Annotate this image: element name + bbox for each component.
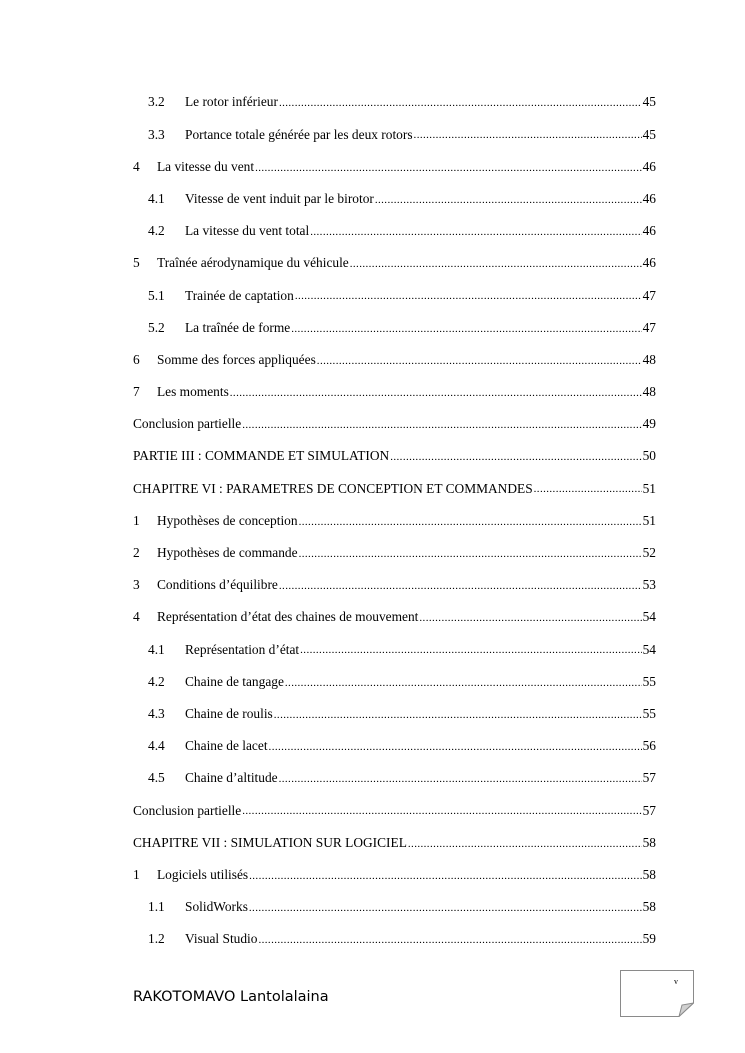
toc-entry-page: 47 <box>642 287 656 303</box>
toc-entry-page: 54 <box>642 609 656 625</box>
toc-entry[interactable] <box>133 794 656 826</box>
toc-dot-leader <box>279 774 642 794</box>
toc-entry-number: 4.1 <box>148 190 165 206</box>
footer-author: RAKOTOMAVO Lantolalaina <box>133 989 329 1005</box>
toc-entry[interactable] <box>133 311 656 343</box>
toc-entry-number: 5.1 <box>148 287 165 303</box>
toc-dot-leader <box>317 356 642 376</box>
toc-entry-title: La vitesse du vent total <box>185 223 310 239</box>
toc-entry-number: 4.5 <box>148 770 165 786</box>
toc-entry-page: 58 <box>642 866 656 882</box>
toc-entry-number: 4.2 <box>148 223 165 239</box>
toc-entry-page: 54 <box>642 641 656 657</box>
toc-entry[interactable] <box>133 537 656 569</box>
toc-dot-leader <box>242 806 641 826</box>
toc-entry[interactable] <box>133 408 656 440</box>
toc-entry-title: CHAPITRE VI : PARAMETRES DE CONCEPTION ET COMMANDES <box>133 480 533 496</box>
toc-entry-number: 3 <box>133 577 140 593</box>
toc-dot-leader <box>390 452 641 472</box>
toc-entry[interactable] <box>133 569 656 601</box>
toc-entry[interactable] <box>133 86 656 118</box>
table-of-contents <box>133 86 656 955</box>
toc-entry-title: Chaine de tangage <box>185 673 284 689</box>
page-number-box <box>620 970 694 1017</box>
toc-entry-number: 7 <box>133 384 140 400</box>
toc-dot-leader <box>274 710 642 730</box>
toc-entry-page: 57 <box>642 770 656 786</box>
toc-dot-leader <box>249 871 641 891</box>
toc-entry-page: 46 <box>642 190 656 206</box>
toc-entry[interactable] <box>133 183 656 215</box>
toc-entry[interactable] <box>133 891 656 923</box>
toc-entry-page: 59 <box>642 931 656 947</box>
toc-entry-title: Chaine de lacet <box>185 738 268 754</box>
toc-dot-leader <box>269 742 642 762</box>
toc-entry-number: 5.2 <box>148 319 165 335</box>
toc-entry-number: 4.2 <box>148 673 165 689</box>
toc-entry[interactable] <box>133 118 656 150</box>
toc-entry[interactable] <box>133 344 656 376</box>
toc-entry-page: 58 <box>642 899 656 915</box>
toc-dot-leader <box>375 195 642 215</box>
toc-entry-number: 5 <box>133 255 140 271</box>
toc-entry[interactable] <box>133 376 656 408</box>
toc-entry-page: 51 <box>642 512 656 528</box>
toc-entry[interactable] <box>133 730 656 762</box>
toc-dot-leader <box>295 291 642 311</box>
toc-entry[interactable] <box>133 215 656 247</box>
toc-entry[interactable] <box>133 698 656 730</box>
toc-entry[interactable] <box>133 504 656 536</box>
toc-entry-title: Visual Studio <box>185 931 258 947</box>
toc-entry[interactable] <box>133 633 656 665</box>
toc-entry-title: Représentation d’état <box>185 641 300 657</box>
toc-entry-number: 1 <box>133 866 140 882</box>
toc-entry-page: 57 <box>642 802 656 818</box>
toc-entry-title: Vitesse de vent induit par le birotor <box>185 190 374 206</box>
toc-entry-number: 3.2 <box>148 94 165 110</box>
toc-entry-page: 56 <box>642 738 656 754</box>
toc-dot-leader <box>258 935 641 955</box>
toc-dot-leader <box>408 839 642 859</box>
toc-entry-title: Conclusion partielle <box>133 802 242 818</box>
toc-entry-number: 4 <box>133 158 140 174</box>
toc-entry-title: Les moments <box>157 384 229 400</box>
toc-entry-page: 46 <box>642 158 656 174</box>
toc-dot-leader <box>419 613 641 633</box>
toc-dot-leader <box>279 581 642 601</box>
toc-entry-number: 1.2 <box>148 931 165 947</box>
toc-entry[interactable] <box>133 665 656 697</box>
toc-entry-page: 50 <box>642 448 656 464</box>
toc-entry[interactable] <box>133 440 656 472</box>
toc-dot-leader <box>279 98 642 118</box>
folded-corner-page-icon <box>620 970 694 1017</box>
toc-entry-number: 1.1 <box>148 899 165 915</box>
toc-dot-leader <box>255 163 642 183</box>
toc-entry-title: Trainée de captation <box>185 287 294 303</box>
toc-entry-number: 1 <box>133 512 140 528</box>
toc-entry-title: Hypothèses de conception <box>157 512 298 528</box>
toc-entry-page: 45 <box>642 94 656 110</box>
toc-entry-title: Chaine de roulis <box>185 705 273 721</box>
toc-entry-number: 6 <box>133 351 140 367</box>
toc-entry-page: 58 <box>642 834 656 850</box>
toc-entry-title: PARTIE III : COMMANDE ET SIMULATION <box>133 448 390 464</box>
toc-dot-leader <box>350 259 642 279</box>
toc-entry-number: 2 <box>133 545 140 561</box>
toc-entry[interactable] <box>133 859 656 891</box>
toc-entry-title: Le rotor inférieur <box>185 94 278 110</box>
toc-entry-page: 53 <box>642 577 656 593</box>
toc-entry[interactable] <box>133 762 656 794</box>
toc-entry-title: Conclusion partielle <box>133 416 242 432</box>
toc-dot-leader <box>414 130 642 150</box>
toc-entry-page: 47 <box>642 319 656 335</box>
toc-dot-leader <box>285 678 642 698</box>
toc-entry[interactable] <box>133 247 656 279</box>
toc-entry-number: 4 <box>133 609 140 625</box>
toc-entry-page: 52 <box>642 545 656 561</box>
toc-dot-leader <box>300 645 641 665</box>
toc-entry-title: Portance totale générée par les deux rotors <box>185 126 413 142</box>
toc-entry-number: 3.3 <box>148 126 165 142</box>
toc-dot-leader <box>310 227 641 247</box>
page-number: v <box>674 977 678 986</box>
toc-entry[interactable] <box>133 150 656 182</box>
toc-entry-page: 46 <box>642 223 656 239</box>
toc-entry-page: 48 <box>642 351 656 367</box>
toc-entry-page: 45 <box>642 126 656 142</box>
toc-dot-leader <box>242 420 641 440</box>
toc-entry[interactable] <box>133 279 656 311</box>
toc-entry-title: La vitesse du vent <box>157 158 255 174</box>
toc-entry-title: Représentation d’état des chaines de mouvement <box>157 609 419 625</box>
toc-entry-page: 48 <box>642 384 656 400</box>
toc-entry-number: 4.1 <box>148 641 165 657</box>
toc-entry-page: 51 <box>642 480 656 496</box>
toc-entry-number: 4.4 <box>148 738 165 754</box>
toc-entry[interactable] <box>133 472 656 504</box>
toc-dot-leader <box>249 903 642 923</box>
toc-entry-title: Chaine d’altitude <box>185 770 278 786</box>
toc-dot-leader <box>230 388 642 408</box>
toc-entry[interactable] <box>133 601 656 633</box>
toc-entry[interactable] <box>133 826 656 858</box>
toc-entry-title: Somme des forces appliquées <box>157 351 316 367</box>
toc-entry-page: 55 <box>642 673 656 689</box>
toc-dot-leader <box>299 517 642 537</box>
toc-entry-title: La traînée de forme <box>185 319 291 335</box>
toc-entry-number: 4.3 <box>148 705 165 721</box>
toc-dot-leader <box>299 549 642 569</box>
toc-entry-page: 49 <box>642 416 656 432</box>
toc-entry-title: Conditions d’équilibre <box>157 577 278 593</box>
toc-entry-page: 46 <box>642 255 656 271</box>
toc-entry-title: Logiciels utilisés <box>157 866 249 882</box>
toc-entry-title: Traînée aérodynamique du véhicule <box>157 255 349 271</box>
toc-entry-page: 55 <box>642 705 656 721</box>
toc-entry-title: CHAPITRE VII : SIMULATION SUR LOGICIEL <box>133 834 407 850</box>
toc-dot-leader <box>534 484 642 504</box>
toc-entry-title: SolidWorks <box>185 899 248 915</box>
toc-entry-title: Hypothèses de commande <box>157 545 298 561</box>
toc-dot-leader <box>291 324 641 344</box>
toc-entry[interactable] <box>133 923 656 955</box>
